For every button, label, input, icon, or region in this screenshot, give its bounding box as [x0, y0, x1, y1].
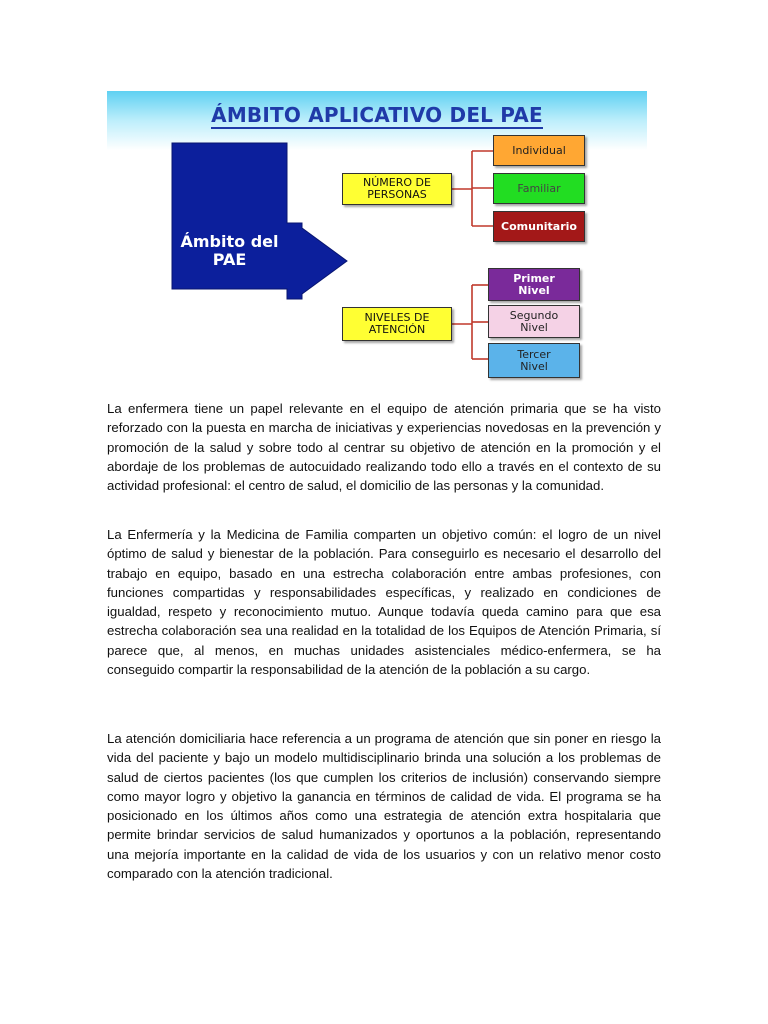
- box-primer-nivel: Primer Nivel: [488, 268, 580, 301]
- box-individual: Individual: [493, 135, 585, 166]
- paragraph-3: La atención domiciliaria hace referencia a un programa de atención que sin poner en riesgo la vida del paciente y bajo un modelo multidisciplinario brinda una solución a los problemas de salud de ciertos pacientes (los que cumplen los criterios de inclusión) conservando siempre como mayor logro y objetivo la ganancia en términos de calidad de vida. El programa se ha posicionado en los últimos años como una estrategia de atención extra hospitalaria que permite brindar servicios de salud humanizados y oportunos a la población, representando una mejoría importante en la calidad de vida de los usuarios y con un relativo menor costo comparado con la atención tradicional.: [107, 731, 661, 882]
- box-tercer-nivel: Tercer Nivel: [488, 343, 580, 378]
- main-label: Ámbito del PAE: [180, 232, 279, 270]
- box-comunitario: Comunitario: [493, 211, 585, 242]
- diagram-title: ÁMBITO APLICATIVO DEL PAE: [211, 103, 543, 127]
- category-niveles-atencion: NIVELES DE ATENCIÓN: [342, 307, 452, 341]
- paragraph-1: La enfermera tiene un papel relevante en el equipo de atención primaria que se ha visto reforzado con la puesta en marcha de iniciativas y experiencias novedosas en la prevención y promoción de la salud y sobre todo al centrar su objetivo de atención en la promoción y el abordaje de los problemas de autocuidado realizando todo ello a través en el contexto de su actividad profesional: el centro de salud, el domicilio de las personas y la comunidad.: [107, 401, 661, 494]
- pae-diagram: [107, 91, 647, 387]
- box-familiar: Familiar: [493, 173, 585, 204]
- box-segundo-nivel: Segundo Nivel: [488, 305, 580, 338]
- category-numero-personas: NÚMERO DE PERSONAS: [342, 173, 452, 205]
- paragraph-2: La Enfermería y la Medicina de Familia comparten un objetivo común: el logro de un nivel óptimo de salud y bienestar de la población. Para conseguirlo es necesario el desarrollo del trabajo en equipo, basado en una estrecha colaboración entre ambas profesiones, con funciones compartidas y responsabilidades específicas, y realizado en condiciones de igualdad, respeto y reconocimiento mutuo. Aunque todavía queda camino para que esa estrecha colaboración sea una realidad en la totalidad de los Equipos de Atención Primaria, sí parece que, al menos, en muchas unidades asistenciales médico-enfermera, se ha conseguido compartir la responsabilidad de la atención de la población a su cargo.: [107, 527, 661, 678]
- main-arrow-shape: [172, 143, 347, 299]
